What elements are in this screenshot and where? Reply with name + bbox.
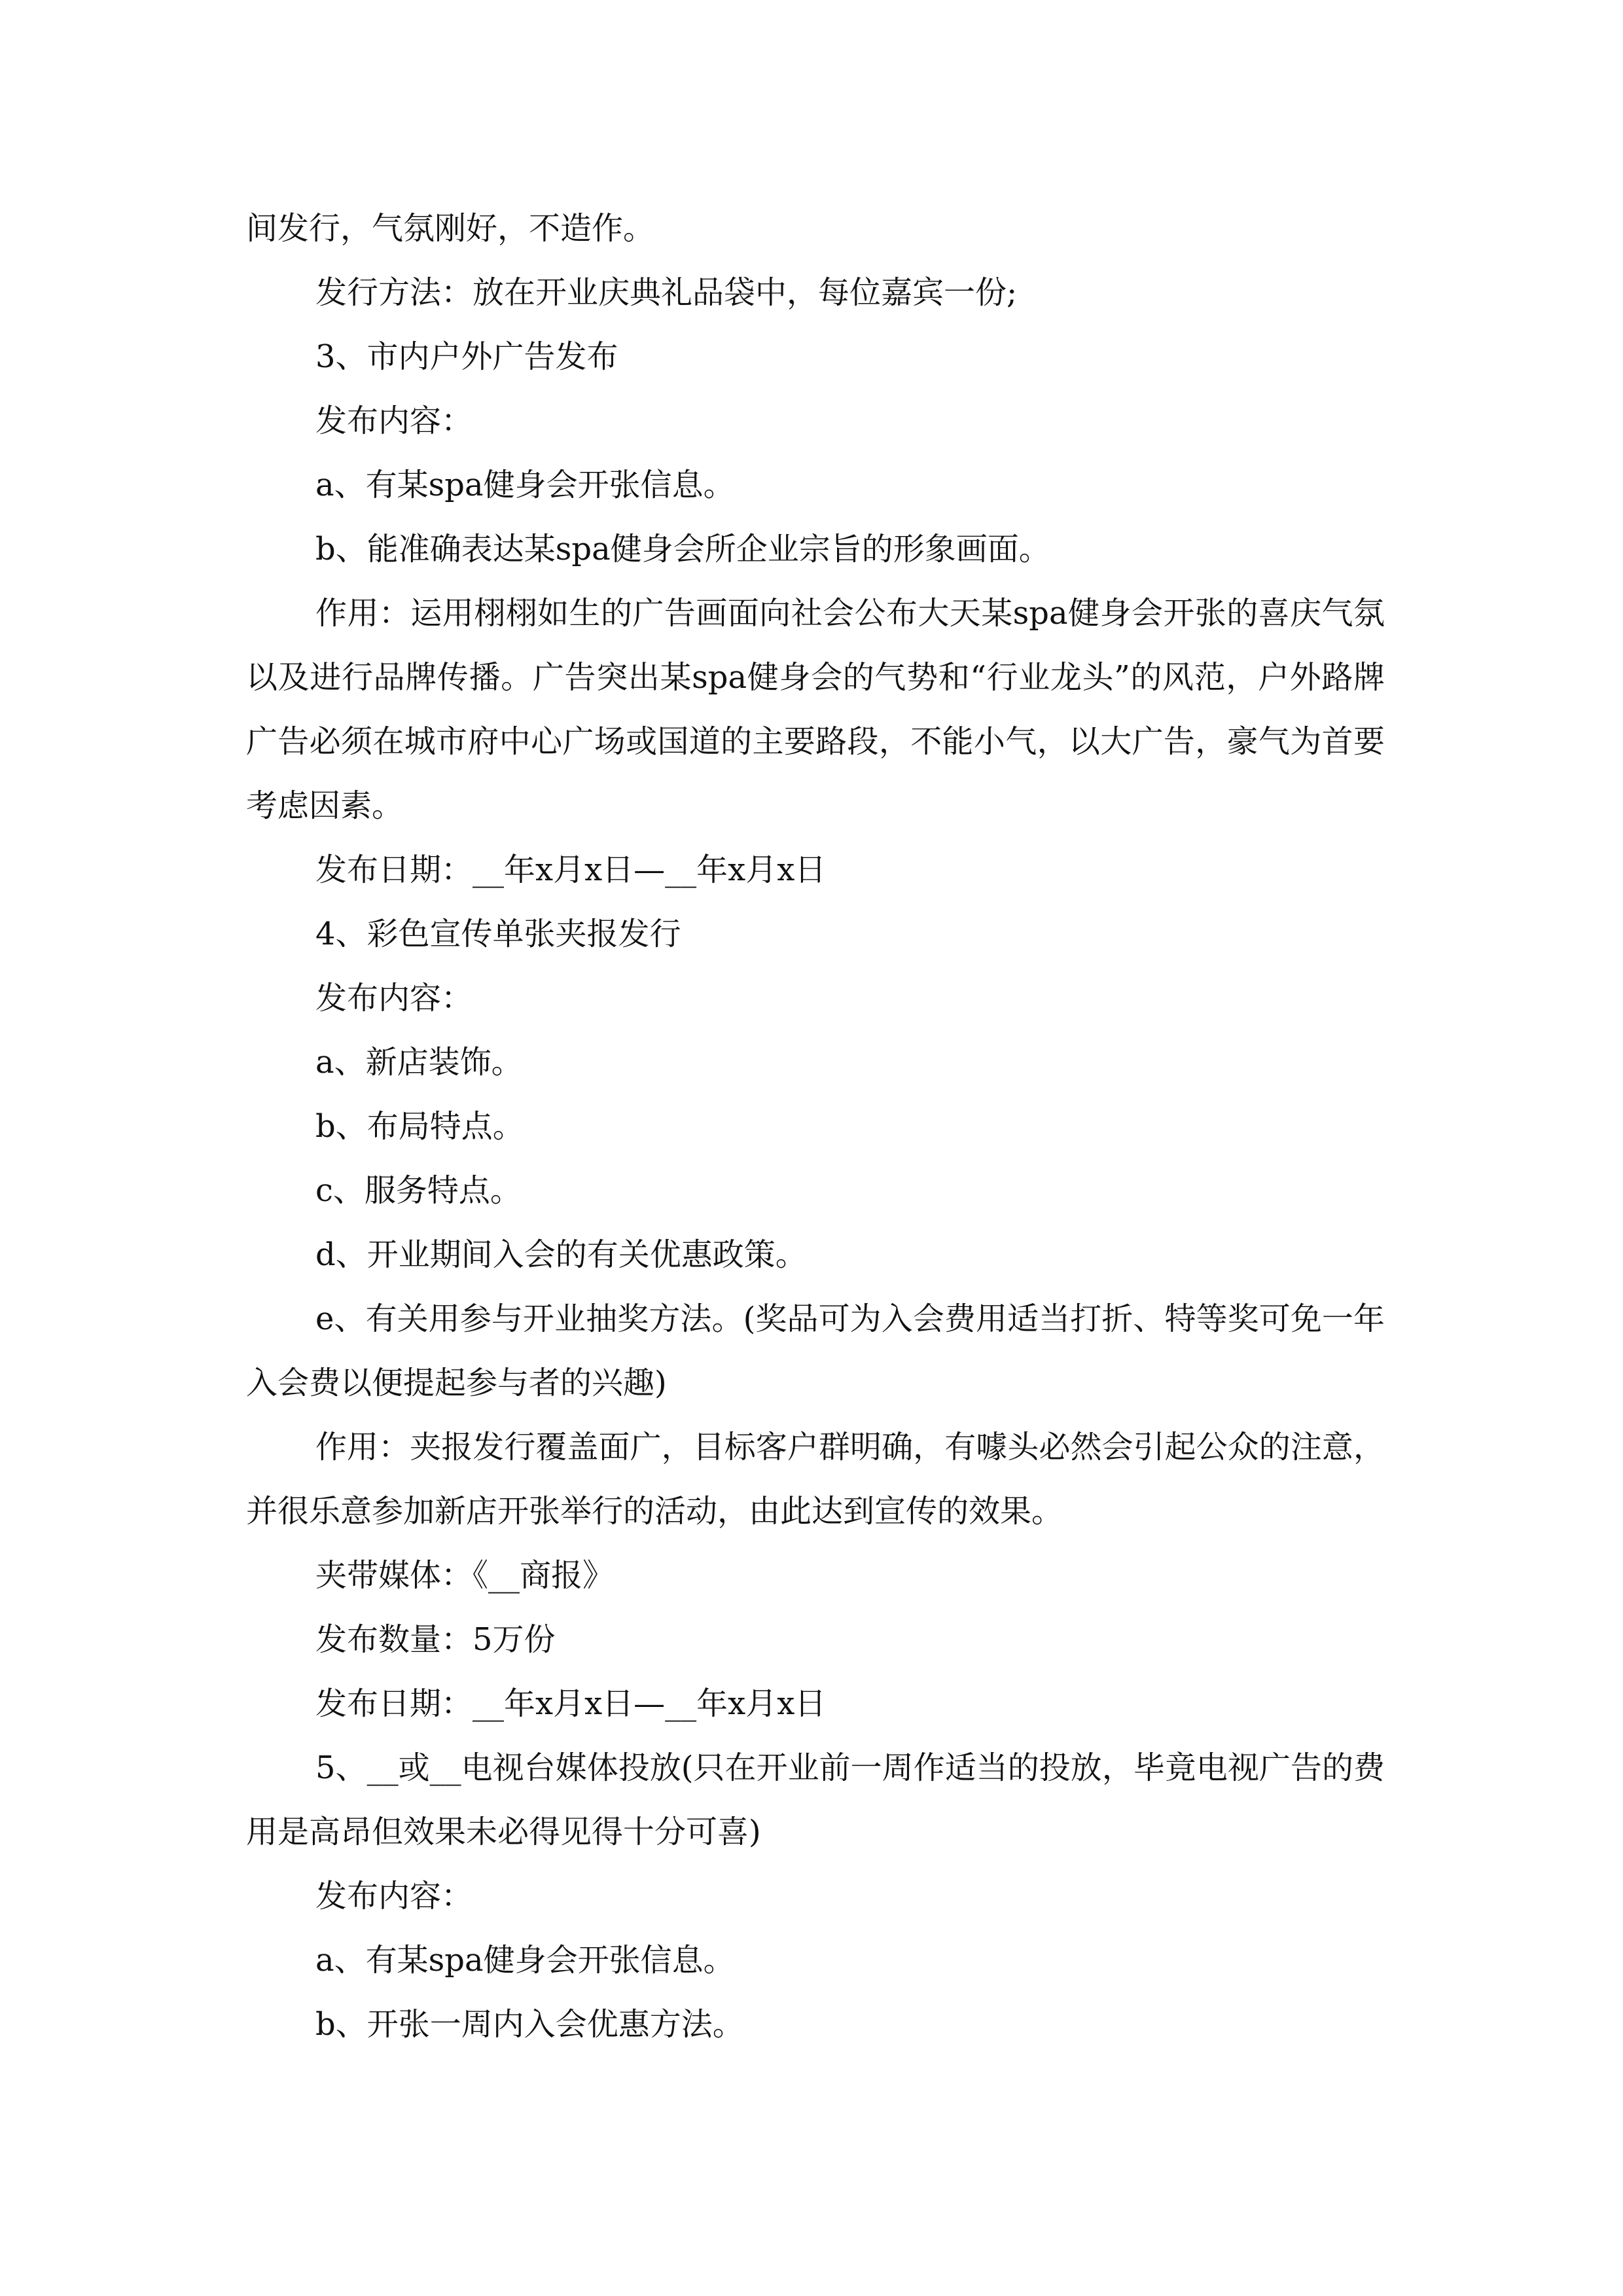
- paragraph: a、有某spa健身会开张信息。: [315, 1942, 735, 1979]
- paragraph: 发行方法：放在开业庆典礼品袋中，每位嘉宾一份;: [315, 274, 1018, 311]
- document-body: [246, 196, 1385, 2056]
- paragraph: b、能准确表达某spa健身会所企业宗旨的形象画面。: [315, 531, 1050, 567]
- paragraph: 作用：夹报发行覆盖面广，目标客户群明确，有噱头必然会引起公众的注意，并很乐意参加新店开张举行的活动，由此达到宣传的效果。: [246, 1429, 1385, 1530]
- paragraph: c、服务特点。: [315, 1172, 522, 1209]
- paragraph: a、新店装饰。: [315, 1044, 523, 1081]
- paragraph: 3、市内户外广告发布: [315, 338, 618, 375]
- paragraph: 间发行，气氛刚好，不造作。: [246, 210, 655, 247]
- paragraph: 发布日期：__年x月x日—__年x月x日: [315, 852, 827, 888]
- paragraph: 夹带媒体：《__商报》: [315, 1557, 615, 1594]
- paragraph: 发布内容：: [315, 980, 473, 1016]
- paragraph: a、有某spa健身会开张信息。: [315, 467, 735, 503]
- paragraph: 5、__或__电视台媒体投放(只在开业前一周作适当的投放，毕竟电视广告的费用是高昂但效果未必得见得十分可喜): [246, 1749, 1385, 1850]
- paragraph: 作用：运用栩栩如生的广告画面向社会公布大天某spa健身会开张的喜庆气氛以及进行品牌传播。广告突出某spa健身会的气势和“行业龙头”的风范，户外路牌广告必须在城市府中心广场或国道的主要路段，不能小气，以大广告，豪气为首要考虑因素。: [246, 595, 1385, 824]
- paragraph: e、有关用参与开业抽奖方法。(奖品可为入会费用适当打折、特等奖可免一年入会费以便提起参与者的兴趣): [246, 1300, 1385, 1401]
- paragraph: d、开业期间入会的有关优惠政策。: [315, 1236, 807, 1273]
- paragraph: 发布数量：5万份: [315, 1621, 556, 1658]
- paragraph: b、布局特点。: [315, 1108, 524, 1145]
- paragraph: b、开张一周内入会优惠方法。: [315, 2006, 744, 2043]
- paragraph: 发布日期：__年x月x日—__年x月x日: [315, 1685, 827, 1722]
- paragraph: 发布内容：: [315, 403, 473, 439]
- paragraph: 4、彩色宣传单张夹报发行: [315, 916, 681, 952]
- paragraph: 发布内容：: [315, 1878, 473, 1914]
